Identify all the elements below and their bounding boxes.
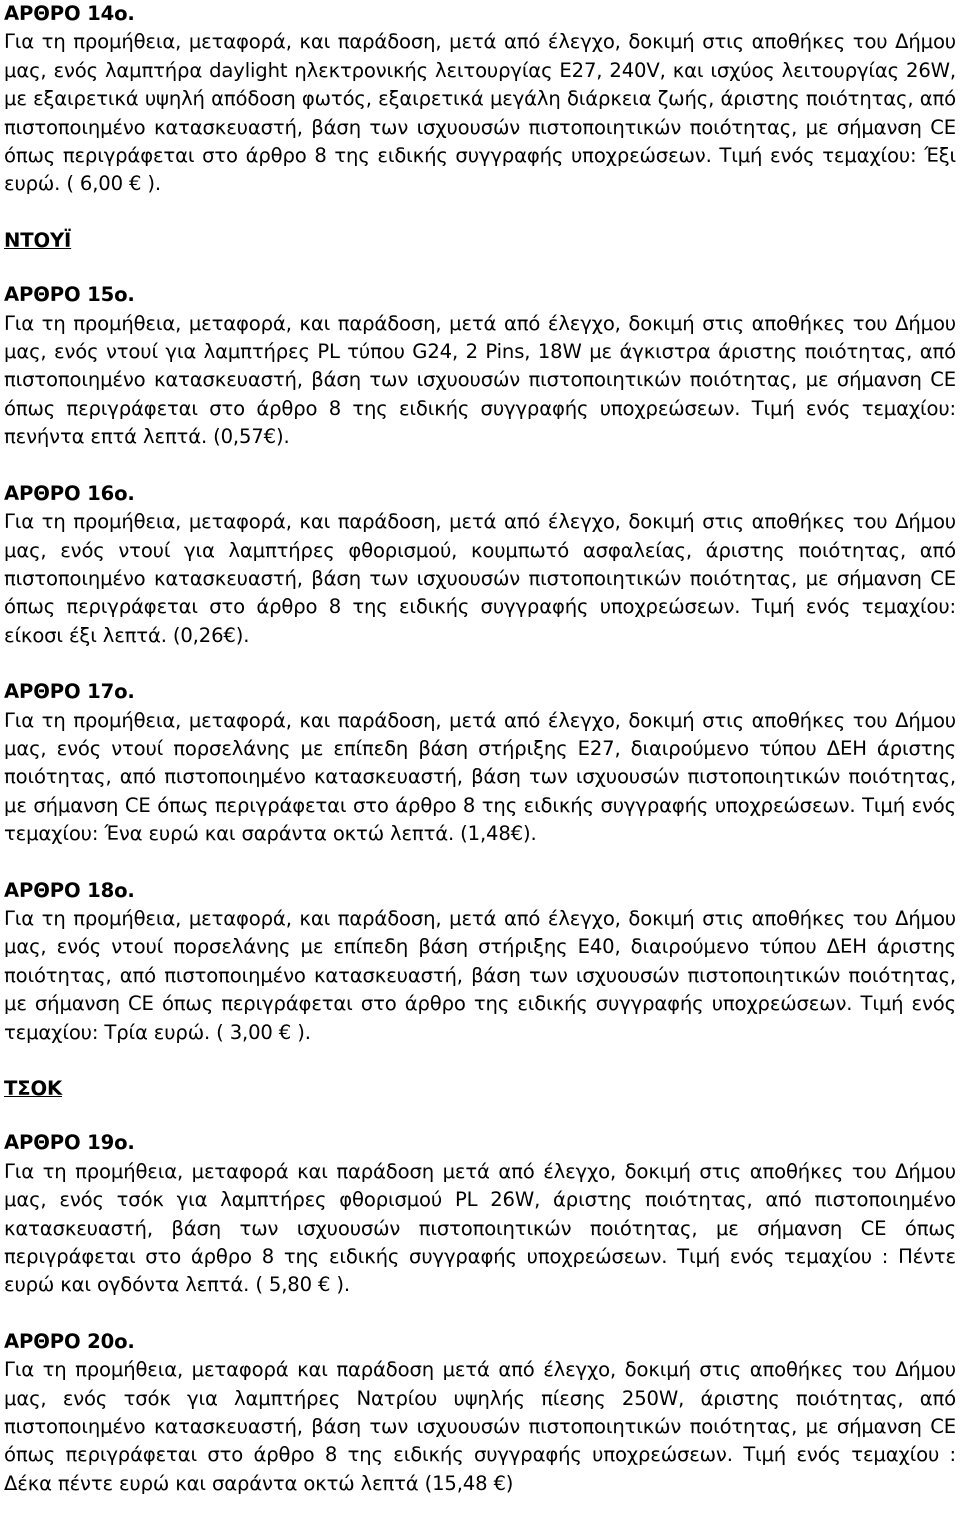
article-14-body: Για τη προμήθεια, μεταφορά, και παράδοση, μετά από έλεγχο, δοκιμή στις αποθήκες του Δήμου μας, ενός λαμπτήρα daylight ηλεκτρονικής λειτουργίας E27, 240V, και ισχύος λειτουργίας 26W, με εξαιρετικά υψηλή απόδοση φωτός, εξαιρετικά μεγάλη διάρκεια ζωής, άριστης ποιότητας, από πιστοποιημένο κατασκευαστή, βάση των ισχυουσών πιστοποιητικών ποιότητας, με σήμανση CE όπως περιγράφεται στο άρθρο 8 της ειδικής συγγραφής υποχρεώσεων. Τιμή ενός τεμαχίου: Έξι ευρώ. ( 6,00 € ). <box>4 30 956 196</box>
article-15-body: Για τη προμήθεια, μεταφορά, και παράδοση, μετά από έλεγχο, δοκιμή στις αποθήκες του Δήμου μας, ενός ντουί για λαμπτήρες PL τύπου G24, 2 Pins, 18W με άγκιστρα άριστης ποιότητας, από πιστοποιημένο κατασκευαστή, βάση των ισχυουσών πιστοποιητικών ποιότητας, με σήμανση CE όπως περιγράφεται στο άρθρο 8 της ειδικής συγγραφής υποχρεώσεων. Τιμή ενός τεμαχίου: πενήντα επτά λεπτά. (0,57€). <box>4 311 956 449</box>
document-page <box>4 0 956 1536</box>
section-heading-ntoui: ΝΤΟΥΪ <box>4 228 72 252</box>
article-19-heading: ΑΡΘΡΟ 19ο. <box>4 1131 135 1155</box>
spacer <box>4 1047 956 1075</box>
spacer <box>4 849 956 877</box>
article-15-heading: ΑΡΘΡΟ 15ο. <box>4 283 135 307</box>
spacer <box>4 1300 956 1328</box>
article-17-body: Για τη προμήθεια, μεταφορά, και παράδοση, μετά από έλεγχο, δοκιμή στις αποθήκες του Δήμου μας, ενός ντουί πορσελάνης με επίπεδη βάση στήριξης E27, διαιρούμενο τύπου ΔΕΗ άριστης ποιότητας, από πιστοποιημένο κατασκευαστή, βάση των ισχυουσών πιστοποιητικών ποιότητας, με σήμανση CE όπως περιγράφεται στο άρθρο 8 της ειδικής συγγραφής υποχρεώσεων. Τιμή ενός τεμαχίου: Ένα ευρώ και σαράντα οκτώ λεπτά. (1,48€). <box>4 708 956 846</box>
article-16-body: Για τη προμήθεια, μεταφορά, και παράδοση, μετά από έλεγχο, δοκιμή στις αποθήκες του Δήμου μας, ενός ντουί για λαμπτήρες φθορισμού, κουμπωτό ασφαλείας, άριστης ποιότητας, από πιστοποιημένο κατασκευαστή, βάση των ισχυουσών πιστοποιητικών ποιότητας, με σήμανση CE όπως περιγράφεται στο άρθρο 8 της ειδικής συγγραφής υποχρεώσεων. Τιμή ενός τεμαχίου: είκοσι έξι λεπτά. (0,26€). <box>4 510 956 647</box>
article-16-heading: ΑΡΘΡΟ 16ο. <box>4 481 135 505</box>
article-18-body: Για τη προμήθεια, μεταφορά, και παράδοση, μετά από έλεγχο, δοκιμή στις αποθήκες του Δήμου μας, ενός ντουί πορσελάνης με επίπεδη βάση στήριξης E40, διαιρούμενο τύπου ΔΕΗ άριστης ποιότητας, από πιστοποιημένο κατασκευαστή, βάση των ισχυουσών πιστοποιητικών ποιότητας, με σήμανση CE όπως περιγράφεται στο άρθρο της ειδικής συγγραφής υποχρεώσεων. Τιμή ενός τεμαχίου: Τρία ευρώ. ( 3,00 € ). <box>4 906 956 1044</box>
article-17-heading: ΑΡΘΡΟ 17ο. <box>4 680 135 704</box>
article-20-body: Για τη προμήθεια, μεταφορά και παράδοση μετά από έλεγχο, δοκιμή στις αποθήκες του Δήμου μας, ενός τσόκ για λαμπτήρες Νατρίου υψηλής πίεσης 250W, άριστης ποιότητας, από πιστοποιημένο κατασκευαστή, βάση των ισχυουσών πιστοποιητικών ποιότητας, με σήμανση CE όπως περιγράφεται στο άρθρο 8 της ειδικής συγγραφής υποχρεώσεων. Τιμή ενός τεμαχίου : Δέκα πέντε ευρώ και σαράντα οκτώ λεπτά (15,48 €) <box>4 1358 956 1495</box>
article-14-heading: ΑΡΘΡΟ 14ο. <box>4 2 135 25</box>
article-18-heading: ΑΡΘΡΟ 18ο. <box>4 878 135 902</box>
article-19-body: Για τη προμήθεια, μεταφορά και παράδοση μετά από έλεγχο, δοκιμή στις αποθήκες του Δήμου μας, ενός τσόκ για λαμπτήρες φθορισμού PL 26W, άριστης ποιότητας, από πιστοποιημένο κατασκευαστή, βάση των ισχυουσών πιστοποιητικών ποιότητας, με σήμανση CE όπως περιγράφεται στο άρθρο 8 της ειδικής συγγραφής υποχρεώσεων. Τιμή ενός τεμαχίου : Πέντε ευρώ και ογδόντα λεπτά. ( 5,80 € ). <box>4 1159 956 1297</box>
spacer <box>4 1103 956 1129</box>
spacer <box>4 650 956 678</box>
spacer <box>4 255 956 281</box>
spacer <box>4 452 956 480</box>
spacer <box>4 199 956 227</box>
article-20-heading: ΑΡΘΡΟ 20ο. <box>4 1329 135 1353</box>
section-heading-tsok: ΤΣΟΚ <box>4 1077 62 1100</box>
